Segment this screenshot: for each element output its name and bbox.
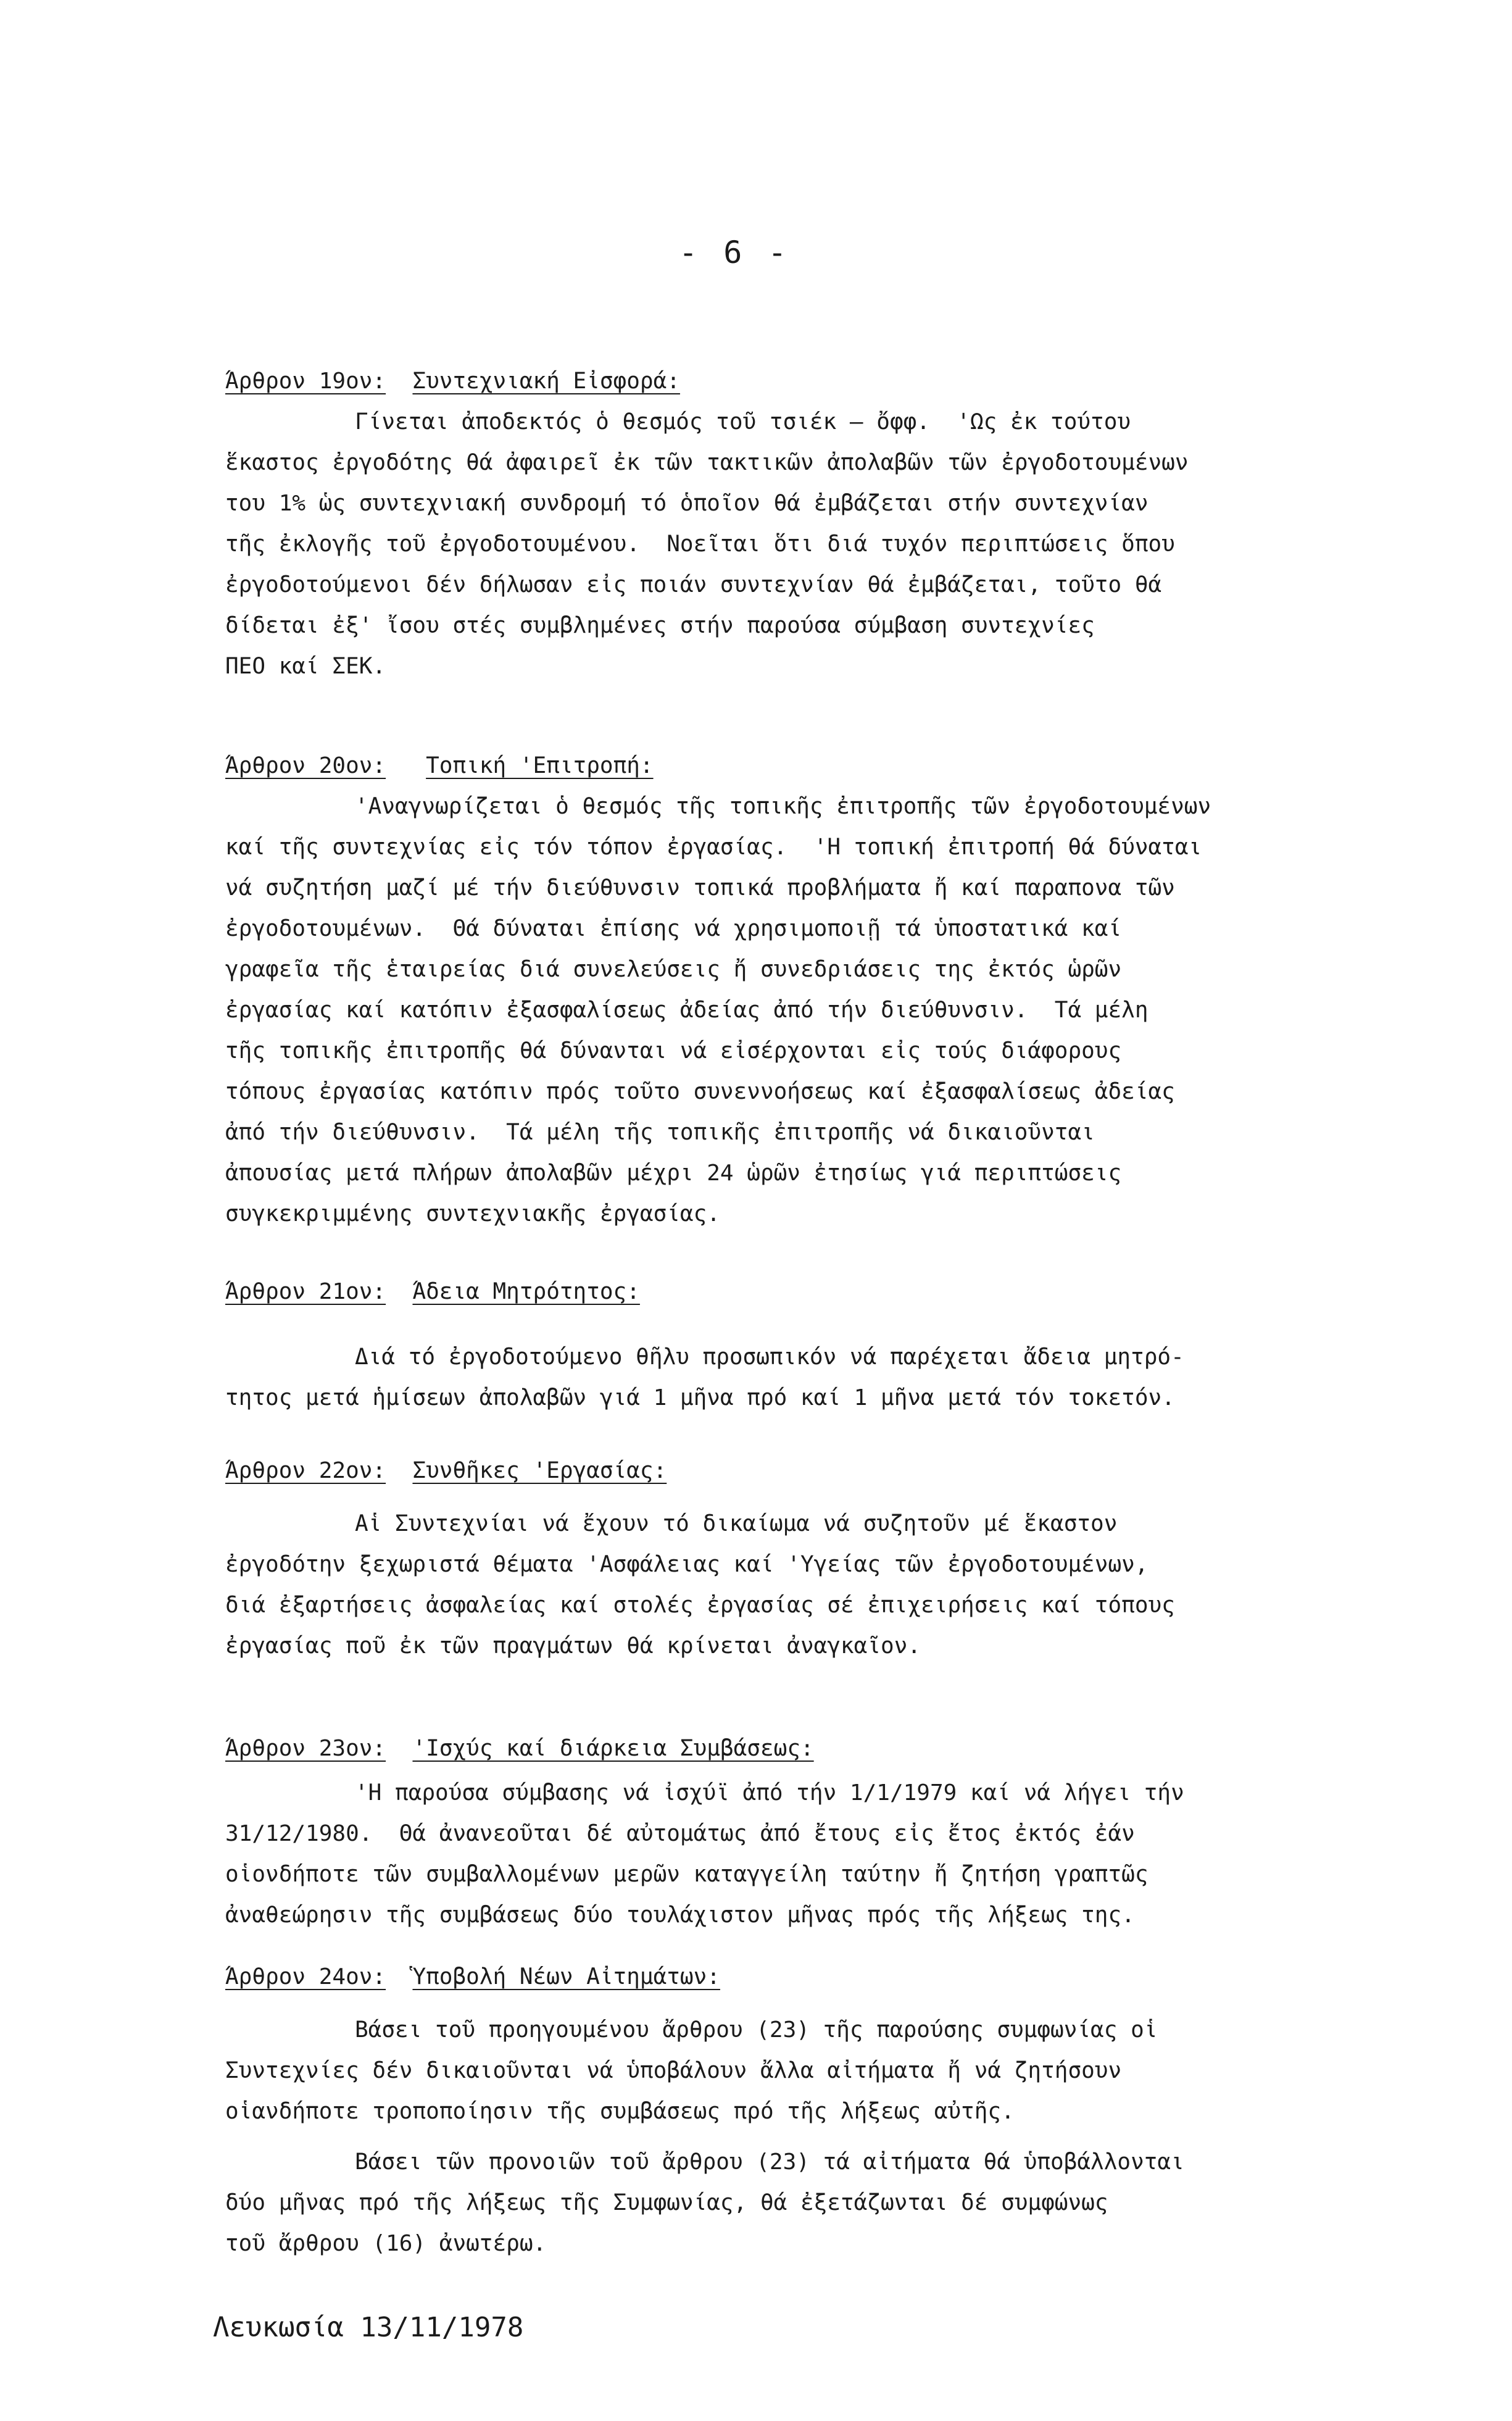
article-title: 'Ισχύς καί διάρκεια Συμβάσεως:	[412, 1736, 814, 1761]
text-line: 'Αναγνωρίζεται ὁ θεσμός τῆς τοπικῆς ἐπιτροπῆς τῶν ἐργοδοτουμένων	[355, 794, 1211, 819]
text-line: οἱανδήποτε τροποποίησιν τῆς συμβάσεως πρό τῆς λήξεως αὐτῆς.	[225, 2099, 1015, 2124]
article-heading	[225, 746, 1355, 786]
text-line: ἐργασίας καί κατόπιν ἐξασφαλίσεως ἀδείας ἀπό τήν διεύθυνσιν. Τά μέλη	[225, 998, 1149, 1023]
text-line: νά συζητήση μαζί μέ τήν διεύθυνσιν τοπικά προβλήματα ἤ καί παραπονα τῶν	[225, 875, 1175, 901]
text-line: 31/12/1980. Θά ἀνανεοῦται δέ αὐτομάτως ἀπό ἔτους εἰς ἔτος ἐκτός ἐάν	[225, 1821, 1135, 1846]
text-line: τῆς ἐκλογῆς τοῦ ἐργοδοτουμένου. Νοεῖται ὅτι διά τυχόν περιπτώσεις ὅπου	[225, 531, 1175, 557]
text-line: ΠΕΟ καί ΣΕΚ.	[225, 654, 386, 679]
text-line: Γίνεται ἀποδεκτός ὁ θεσμός τοῦ τσιέκ – ὄφφ. 'Ως ἐκ τούτου	[355, 409, 1131, 435]
article-heading	[225, 1728, 1355, 1769]
text-line: γραφεῖα τῆς ἑταιρείας διά συνελεύσεις ἤ συνεδριάσεις της ἐκτός ὡρῶν	[225, 957, 1122, 982]
text-line: οἱονδήποτε τῶν συμβαλλομένων μερῶν καταγγείλη ταύτην ἤ ζητήση γραπτῶς	[225, 1862, 1149, 1887]
article-number: Άρθρον 24ον:	[225, 1964, 386, 1990]
article-number: Άρθρον 21ον:	[225, 1279, 386, 1304]
article-title: Συντεχνιακή Εἰσφορά:	[412, 369, 680, 394]
article-19	[225, 361, 1355, 687]
article-number: Άρθρον 23ον:	[225, 1736, 386, 1761]
article-heading	[225, 361, 1355, 402]
text-line: Διά τό ἐργοδοτούμενο θῆλυ προσωπικόν νά παρέχεται ἄδεια μητρό-	[355, 1344, 1184, 1370]
text-line: ἐργασίας ποῦ ἐκ τῶν πραγμάτων θά κρίνεται ἀναγκαῖον.	[225, 1633, 921, 1659]
article-heading	[225, 1957, 1355, 1998]
article-number: Άρθρον 22ον:	[225, 1458, 386, 1483]
article-20	[225, 746, 1355, 1235]
text-line: Βάσει τῶν προνοιῶν τοῦ ἄρθρου (23) τά αἰτήματα θά ὑποβάλλονται	[355, 2149, 1184, 2175]
text-line: διά ἐξαρτήσεις ἀσφαλείας καί στολές ἐργασίας σέ ἐπιχειρήσεις καί τόπους	[225, 1593, 1175, 1618]
text-line: Αἱ Συντεχνίαι νά ἔχουν τό δικαίωμα νά συζητοῦν μέ ἕκαστον	[355, 1511, 1118, 1536]
text-line: τόπους ἐργασίας κατόπιν πρός τοῦτο συνεννοήσεως καί ἐξασφαλίσεως ἀδείας	[225, 1079, 1175, 1104]
text-line: ἀπό τήν διεύθυνσιν. Τά μέλη τῆς τοπικῆς ἐπιτροπῆς νά δικαιοῦνται	[225, 1120, 1095, 1145]
article-title: Ὑποβολή Νέων Αἰτημάτων:	[412, 1964, 720, 1990]
text-line: καί τῆς συντεχνίας εἰς τόν τόπον ἐργασίας. 'Η τοπική ἐπιτροπή θά δύναται	[225, 835, 1202, 860]
date-line: Λευκωσία 13/11/1978	[213, 2312, 524, 2343]
article-title: Τοπική 'Επιτροπή:	[426, 753, 654, 778]
text-line: τητος μετά ἡμίσεων ἀπολαβῶν γιά 1 μῆνα πρό καί 1 μῆνα μετά τόν τοκετόν.	[225, 1385, 1175, 1411]
article-heading	[225, 1451, 1355, 1491]
text-line: τῆς τοπικῆς ἐπιτροπῆς θά δύνανται νά εἰσέρχονται εἰς τούς διάφορους	[225, 1038, 1122, 1064]
article-title: Συνθῆκες 'Εργασίας:	[412, 1458, 667, 1483]
text-line: ἐργοδότην ξεχωριστά θέματα 'Ασφάλειας καί 'Υγείας τῶν ἐργοδοτουμένων,	[225, 1552, 1149, 1577]
text-line: του 1% ὡς συντεχνιακή συνδρομή τό ὁποῖον θά ἐμβάζεται στήν συντεχνίαν	[225, 491, 1149, 516]
text-line: Βάσει τοῦ προηγουμένου ἄρθρου (23) τῆς παρούσης συμφωνίας οἱ	[355, 2017, 1158, 2043]
text-line: δίδεται ἐξ' ἴσου στές συμβλημένες στήν παρούσα σύμβαση συντεχνίες	[225, 613, 1095, 638]
article-heading	[225, 1272, 1355, 1312]
article-21	[225, 1272, 1355, 1419]
page-number: - 6 -	[679, 235, 791, 270]
article-23	[225, 1728, 1355, 1936]
article-22	[225, 1451, 1355, 1667]
text-line: Συντεχνίες δέν δικαιοῦνται νά ὑποβάλουν ἄλλα αἰτήματα ἤ νά ζητήσουν	[225, 2058, 1122, 2083]
text-line: ἐργοδοτουμένων. Θά δύναται ἐπίσης νά χρησιμοποιῇ τά ὑποστατικά καί	[225, 916, 1122, 941]
article-number: Άρθρον 20ον:	[225, 753, 386, 778]
text-line: ἕκαστος ἐργοδότης θά ἀφαιρεῖ ἐκ τῶν τακτικῶν ἀπολαβῶν τῶν ἐργοδοτουμένων	[225, 450, 1189, 475]
text-line: ἀναθεώρησιν τῆς συμβάσεως δύο τουλάχιστον μῆνας πρός τῆς λήξεως της.	[225, 1902, 1135, 1928]
article-24	[225, 1957, 1355, 2264]
text-line: δύο μῆνας πρό τῆς λήξεως τῆς Συμφωνίας, θά ἐξετάζωνται δέ συμφώνως	[225, 2190, 1108, 2215]
text-line: ἀπουσίας μετά πλήρων ἀπολαβῶν μέχρι 24 ὡρῶν ἐτησίως γιά περιπτώσεις	[225, 1160, 1122, 1186]
article-number: Άρθρον 19ον:	[225, 369, 386, 394]
article-title: Άδεια Μητρότητος:	[412, 1279, 640, 1304]
text-line: ἐργοδοτούμενοι δέν δήλωσαν εἰς ποιάν συντεχνίαν θά ἐμβάζεται, τοῦτο θά	[225, 572, 1162, 598]
text-line: συγκεκριμμένης συντεχνιακῆς ἐργασίας.	[225, 1201, 720, 1227]
text-line: τοῦ ἄρθρου (16) ἀνωτέρω.	[225, 2231, 547, 2256]
text-line: 'Η παρούσα σύμβασης νά ἰσχύϊ ἀπό τήν 1/1/1979 καί νά λήγει τήν	[355, 1780, 1184, 1806]
